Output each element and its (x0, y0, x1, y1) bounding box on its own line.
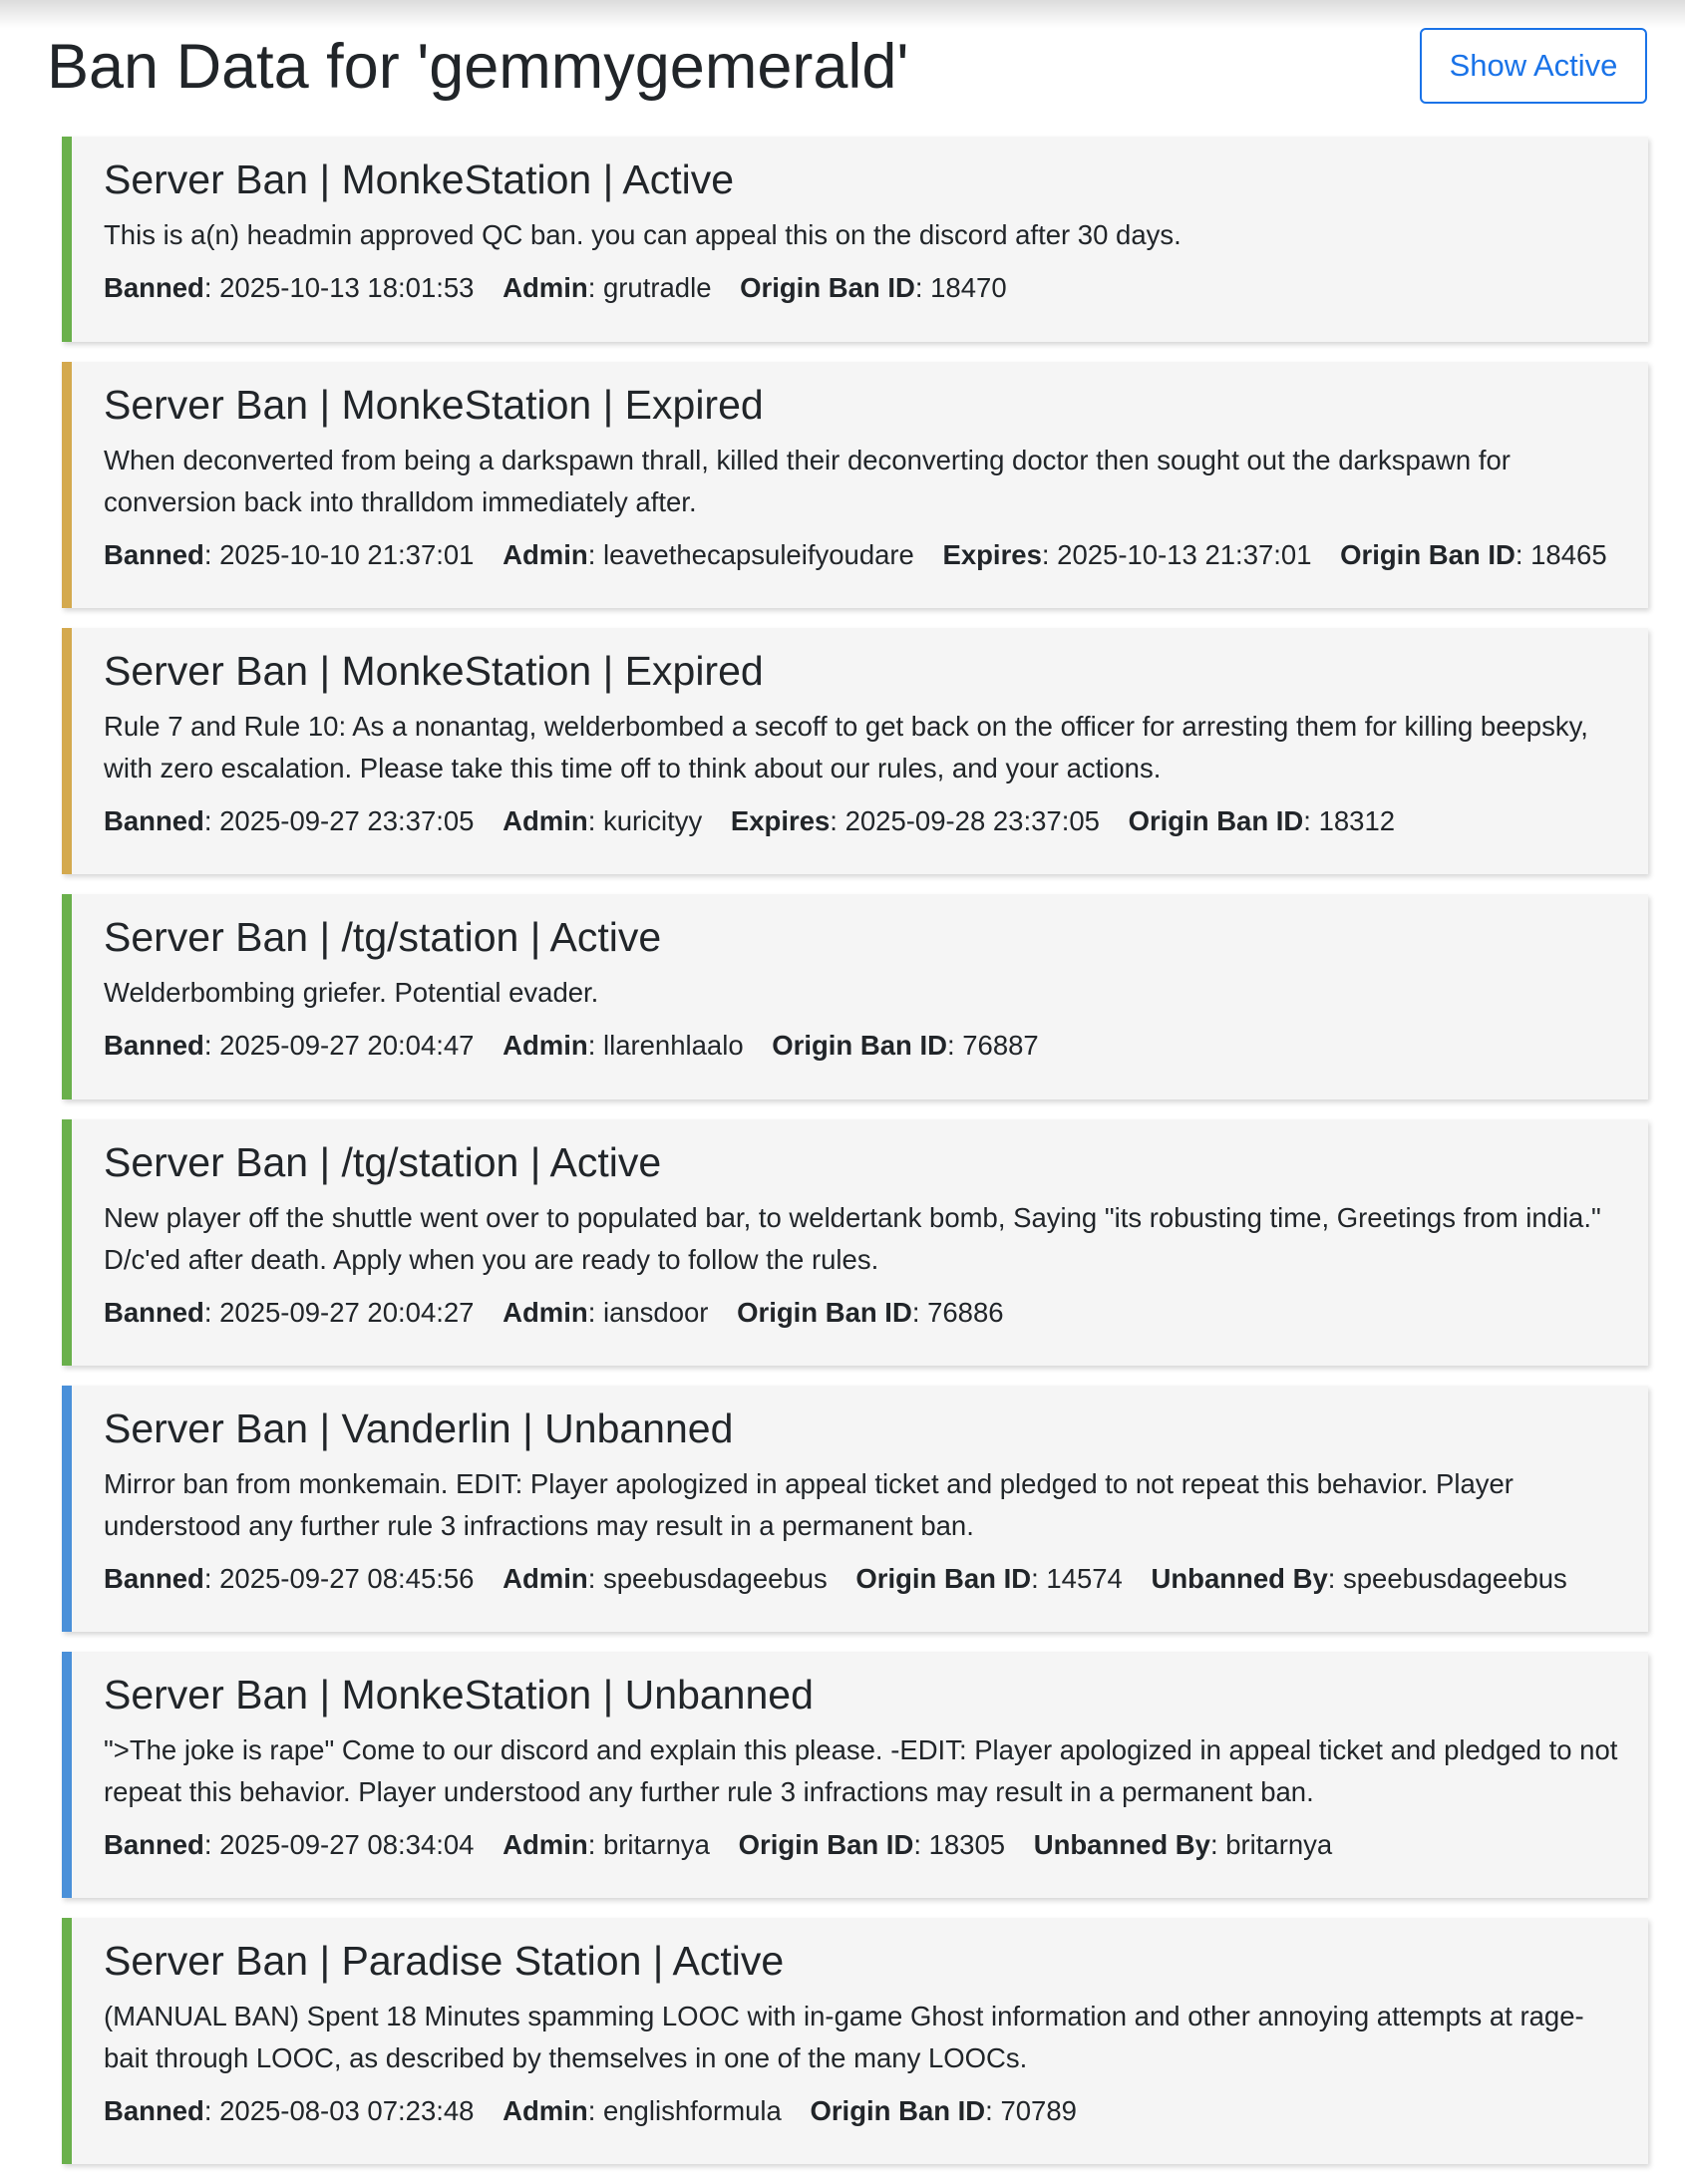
admin-label: Admin (503, 1297, 588, 1328)
origin-ban-id-value: 18305 (928, 1829, 1006, 1860)
ban-meta (104, 1025, 1624, 1067)
admin-value: leavethecapsuleifyoudare (602, 539, 914, 570)
banned-field (104, 800, 474, 842)
ban-title: Server Ban | /tg/station | Active (104, 914, 662, 960)
ban-meta (104, 1824, 1624, 1866)
admin-label: Admin (503, 2095, 588, 2126)
origin-ban-id-value: 76886 (927, 1297, 1004, 1328)
ban-title: Server Ban | MonkeStation | Unbanned (104, 1672, 814, 1717)
origin-ban-id-label: Origin Ban ID (1128, 805, 1304, 836)
banned-value: 2025-10-10 21:37:01 (219, 539, 475, 570)
separator: : (946, 1030, 963, 1061)
ban-card (62, 1386, 1648, 1632)
expires-label: Expires (942, 539, 1042, 570)
ban-title: Server Ban | MonkeStation | Expired (104, 648, 764, 694)
banned-label: Banned (104, 2095, 204, 2126)
ban-meta (104, 1292, 1624, 1334)
admin-field (503, 534, 914, 576)
separator: : (587, 2095, 603, 2126)
separator: : (587, 1030, 603, 1061)
admin-field (503, 800, 702, 842)
banned-field (104, 267, 474, 309)
admin-value: speebusdageebus (602, 1563, 828, 1594)
ban-reason: ">The joke is rape" Come to our discord and explain this please. -EDIT: Player apologized in appeal ticket and pledged to not repeat this behavior. Player understood any further rule 3 infractions may result in a permanent ban. (104, 1734, 1618, 1807)
ban-title: Server Ban | Paradise Station | Active (104, 1938, 785, 1984)
ban-reason: (MANUAL BAN) Spent 18 Minutes spamming LOOC with in-game Ghost information and other annoying attempts at rage-bait through LOOC, as described by themselves in one of the many LOOCs. (104, 2001, 1584, 2073)
origin-ban-id-field (855, 1558, 1122, 1600)
ban-reason: This is a(n) headmin approved QC ban. you can appeal this on the discord after 30 days. (104, 219, 1181, 250)
banned-value: 2025-09-27 20:04:47 (219, 1030, 475, 1061)
banned-label: Banned (104, 1563, 204, 1594)
unbanned-by-field (1034, 1824, 1333, 1866)
origin-ban-id-value: 18465 (1530, 539, 1607, 570)
separator: : (203, 1030, 220, 1061)
admin-label: Admin (503, 539, 588, 570)
ban-reason: Mirror ban from monkemain. EDIT: Player apologized in appeal ticket and pledged to not repeat this behavior. Player understood any further rule 3 infractions may result in a permanent ban. (104, 1468, 1514, 1541)
banned-field (104, 1558, 474, 1600)
origin-ban-id-field (772, 1025, 1038, 1067)
expires-value: 2025-10-13 21:37:01 (1057, 539, 1312, 570)
admin-label: Admin (503, 1563, 588, 1594)
expires-field (943, 534, 1312, 576)
unbanned-by-value: britarnya (1225, 1829, 1333, 1860)
ban-card (62, 628, 1648, 874)
admin-label: Admin (503, 1030, 588, 1061)
ban-meta (104, 534, 1624, 576)
banned-field (104, 1025, 474, 1067)
separator: : (587, 539, 603, 570)
admin-field (503, 1025, 744, 1067)
ban-card (62, 137, 1648, 342)
admin-field (503, 1824, 710, 1866)
origin-ban-id-label: Origin Ban ID (740, 272, 915, 303)
separator: : (203, 539, 220, 570)
separator: : (1031, 1563, 1047, 1594)
admin-label: Admin (503, 272, 588, 303)
ban-meta (104, 800, 1624, 842)
admin-value: kuricityy (602, 805, 703, 836)
admin-field (503, 2090, 782, 2132)
origin-ban-id-label: Origin Ban ID (855, 1563, 1032, 1594)
origin-ban-id-value: 18470 (930, 272, 1007, 303)
separator: : (985, 2095, 1001, 2126)
unbanned-by-label: Unbanned By (1151, 1563, 1328, 1594)
banned-value: 2025-09-27 08:45:56 (219, 1563, 475, 1594)
ban-card (62, 1918, 1648, 2164)
separator: : (1303, 805, 1319, 836)
separator: : (830, 805, 845, 836)
banned-field (104, 534, 474, 576)
origin-ban-id-label: Origin Ban ID (772, 1030, 947, 1061)
origin-ban-id-field (1129, 800, 1395, 842)
separator: : (203, 1297, 220, 1328)
banned-label: Banned (104, 272, 204, 303)
ban-title: Server Ban | /tg/station | Active (104, 1139, 662, 1185)
ban-card (62, 362, 1648, 608)
page-title: Ban Data for 'gemmygemerald' (47, 32, 909, 102)
banned-value: 2025-08-03 07:23:48 (219, 2095, 475, 2126)
unbanned-by-label: Unbanned By (1033, 1829, 1210, 1860)
admin-label: Admin (503, 1829, 588, 1860)
separator: : (1327, 1563, 1344, 1594)
separator: : (203, 1829, 220, 1860)
admin-value: grutradle (602, 272, 712, 303)
expires-label: Expires (730, 805, 831, 836)
ban-title: Server Ban | MonkeStation | Active (104, 156, 735, 202)
separator: : (203, 272, 220, 303)
admin-label: Admin (503, 805, 588, 836)
ban-reason: New player off the shuttle went over to populated bar, to weldertank bomb, Saying "its robusting time, Greetings from india." D/c'ed after death. Apply when you are ready to follow the rules. (104, 1202, 1601, 1275)
admin-value: llarenhlaalo (602, 1030, 744, 1061)
admin-field (503, 267, 711, 309)
origin-ban-id-field (740, 267, 1006, 309)
admin-field (503, 1558, 828, 1600)
origin-ban-id-label: Origin Ban ID (810, 2095, 986, 2126)
separator: : (1041, 539, 1058, 570)
show-active-button[interactable]: Show Active (1420, 28, 1647, 104)
separator: : (587, 805, 603, 836)
banned-value: 2025-10-13 18:01:53 (219, 272, 475, 303)
origin-ban-id-value: 18312 (1318, 805, 1396, 836)
banned-value: 2025-09-27 20:04:27 (219, 1297, 475, 1328)
admin-field (503, 1292, 708, 1334)
origin-ban-id-field (739, 1824, 1005, 1866)
admin-value: britarnya (602, 1829, 710, 1860)
separator: : (913, 1829, 929, 1860)
origin-ban-id-label: Origin Ban ID (737, 1297, 912, 1328)
separator: : (203, 2095, 220, 2126)
separator: : (1515, 539, 1531, 570)
banned-label: Banned (104, 805, 204, 836)
expires-value: 2025-09-28 23:37:05 (844, 805, 1100, 836)
separator: : (911, 1297, 928, 1328)
origin-ban-id-field (737, 1292, 1003, 1334)
separator: : (203, 1563, 220, 1594)
origin-ban-id-value: 14574 (1046, 1563, 1123, 1594)
ban-reason: Welderbombing griefer. Potential evader. (104, 977, 599, 1008)
banned-label: Banned (104, 1030, 204, 1061)
separator: : (587, 1297, 603, 1328)
separator: : (587, 272, 603, 303)
ban-card (62, 1652, 1648, 1898)
separator: : (1209, 1829, 1226, 1860)
admin-value: englishformula (602, 2095, 782, 2126)
banned-label: Banned (104, 1297, 204, 1328)
ban-card (62, 1119, 1648, 1366)
ban-card (62, 894, 1648, 1099)
unbanned-by-field (1152, 1558, 1567, 1600)
origin-ban-id-label: Origin Ban ID (1340, 539, 1516, 570)
page-header (0, 0, 1685, 130)
origin-ban-id-field (1340, 534, 1606, 576)
banned-label: Banned (104, 1829, 204, 1860)
banned-value: 2025-09-27 23:37:05 (219, 805, 475, 836)
banned-field (104, 1292, 474, 1334)
origin-ban-id-value: 76887 (962, 1030, 1039, 1061)
separator: : (587, 1829, 603, 1860)
ban-meta (104, 2090, 1624, 2132)
ban-title: Server Ban | Vanderlin | Unbanned (104, 1405, 734, 1451)
separator: : (914, 272, 931, 303)
ban-meta (104, 1558, 1624, 1600)
origin-ban-id-label: Origin Ban ID (738, 1829, 914, 1860)
separator: : (203, 805, 220, 836)
ban-list (62, 137, 1648, 2184)
banned-value: 2025-09-27 08:34:04 (219, 1829, 475, 1860)
origin-ban-id-value: 70789 (1000, 2095, 1077, 2126)
origin-ban-id-field (810, 2090, 1076, 2132)
separator: : (587, 1563, 603, 1594)
banned-field (104, 2090, 474, 2132)
unbanned-by-value: speebusdageebus (1343, 1563, 1567, 1594)
ban-reason: Rule 7 and Rule 10: As a nonantag, welderbombed a secoff to get back on the officer for arresting them for killing beepsky, with zero escalation. Please take this time off to think about our rules, and your actions. (104, 711, 1588, 783)
banned-label: Banned (104, 539, 204, 570)
expires-field (731, 800, 1100, 842)
ban-reason: When deconverted from being a darkspawn thrall, killed their deconverting doctor then sought out the darkspawn for conversion back into thralldom immediately after. (104, 445, 1511, 517)
admin-value: iansdoor (602, 1297, 709, 1328)
ban-meta (104, 267, 1624, 309)
ban-title: Server Ban | MonkeStation | Expired (104, 382, 764, 428)
banned-field (104, 1824, 474, 1866)
